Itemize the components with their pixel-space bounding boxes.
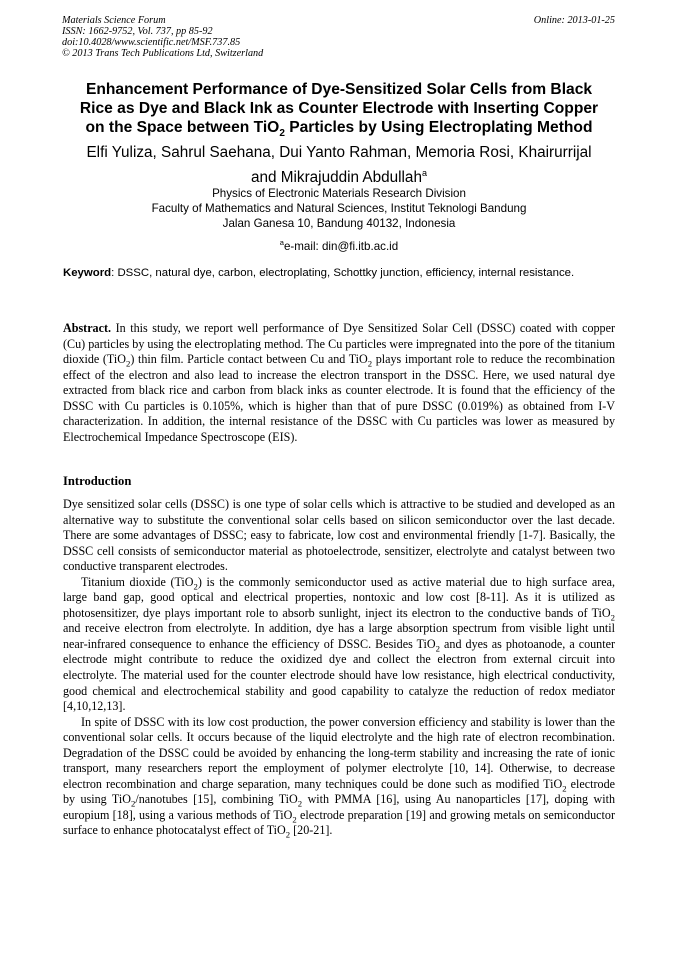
keywords-text: : DSSC, natural dye, carbon, electroplating, Schottky junction, efficiency, internal resistance. (111, 267, 575, 279)
paragraph: In spite of DSSC with its low cost production, the power conversion efficiency and stability is lower than the conventional solar cells. It occurs because of the liquid electrolyte and the high rate of electron recombination. Degradation of the DSSC could be avoided by enhancing the long-term stability and increasing the rate of ionic transport, many researchers report the employment of polymer electrolyte [10, 14]. Otherwise, to decrease electron recombination and charge separation, many techniques could be done such as modified TiO$_2$ electrode by using TiO$_2$/nanotubes [15], combining TiO$_2$ with PMMA [16], using Au nanoparticles [17], doping with europium [18], using a various methods of TiO$_2$ electrode preparation [19] and growing metals on semiconductor surface to enhance photocatalyst effect of TiO$_2$ [20-21]. (63, 714, 615, 840)
title-line: Rice as Dye and Black Ink as Counter Electrode with Inserting Copper (79, 100, 599, 117)
affiliation-line: Physics of Electronic Materials Research Division (212, 187, 466, 200)
journal-doi[interactable]: doi:10.4028/www.scientific.net/MSF.737.85 (62, 37, 241, 48)
keywords (63, 266, 615, 281)
paragraph: Dye sensitized solar cells (DSSC) is one type of solar cells which is attractive to be studied and developed as an alternative way to substitute the conventional solar cells based on silicon semiconductor over the last decade. There are some advantages of DSSC; easy to fabricate, low cost and environmental friendly [1-7]. Basically, the DSSC cell consists of semiconductor material as photoelectrode, sensitizer, electrolyte and catalyst between two conductive transparent electrodes. (63, 497, 615, 574)
authors-line: and Mikrajuddin Abdullah$^a$ (251, 168, 427, 187)
affiliation (40, 186, 638, 231)
title-line: on the Space between TiO$_2$ Particles by Using Electroplating Method (85, 119, 593, 140)
abstract: Abstract. In this study, we report well performance of Dye Sensitized Solar Cell (DSSC) coated with copper (Cu) particles by using the electroplating method. The Cu particles were impregnated into the pore of the titanium dioxide (TiO$_2$) thin film. Particle contact between Cu and TiO$_2$ plays important role to reduce the recombination effect of the electron and also lead to increase the electron transport in the DSSC. Here, we used natural dye extracted from black rice and carbon from black inks as counter electrode. It is found that the efficiency of the DSSC with Cu particles is 0.105%, which is higher than that of pure DSSC (0.019%) as obtained from I-V characterization. In addition, the internal resistance of the DSSC with Cu particles was lower as measured by Electrochemical Impedance Spectroscope (EIS). (63, 321, 615, 444)
online-date: Online: 2013-01-25 (533, 15, 615, 26)
authors-line: Elfi Yuliza, Sahrul Saehana, Dui Yanto Rahman, Memoria Rosi, Khairurrijal (86, 144, 592, 161)
abstract-label: Abstract. (63, 321, 112, 335)
keywords-label: Keyword (63, 267, 112, 279)
journal-issn: ISSN: 1662-9752, Vol. 737, pp 85-92 (62, 26, 213, 37)
introduction-body (63, 497, 615, 839)
paragraph: Titanium dioxide (TiO$_2$) is the commonly semiconductor used as active material due to high surface area, large band gap, good optical and electrical properties, nontoxic and low cost [8-11]. As it is utilized as photosensitizer, dye plays important role to absorb sunlight, inject its electron to the conductive bands of TiO$_2$ and receive electron from electrolyte. In addition, dye has a large absorption spectrum from visible light until near-infrared consequence to enhance the efficiency of DSSC. Besides TiO$_2$ and dyes as photoanode, a counter electrode might contribute to reduce the oxidized dye and collect the electron from external circuit into electrolyte. The material used for the counter electrode should have low resistance, high electrical conductivity, good chemical and electrochemical stability and good capability to catalyze the reduction of redox mediator [4,10,12,13]. (63, 574, 615, 714)
journal-name: Materials Science Forum (62, 15, 166, 26)
contact-email[interactable]: $^a$e-mail: din@fi.itb.ac.id (279, 238, 399, 253)
title-line: Enhancement Performance of Dye-Sensitized Solar Cells from Black (85, 81, 593, 98)
journal-header (62, 15, 263, 59)
affiliation-line: Faculty of Mathematics and Natural Sciences, Institut Teknologi Bandung (151, 202, 527, 215)
paper-title (40, 80, 638, 140)
affiliation-line: Jalan Ganesa 10, Bandung 40132, Indonesia (222, 217, 456, 230)
journal-copyright: © 2013 Trans Tech Publications Ltd, Switzerland (62, 48, 264, 59)
author-list (40, 143, 638, 188)
section-heading-introduction: Introduction (63, 474, 132, 488)
